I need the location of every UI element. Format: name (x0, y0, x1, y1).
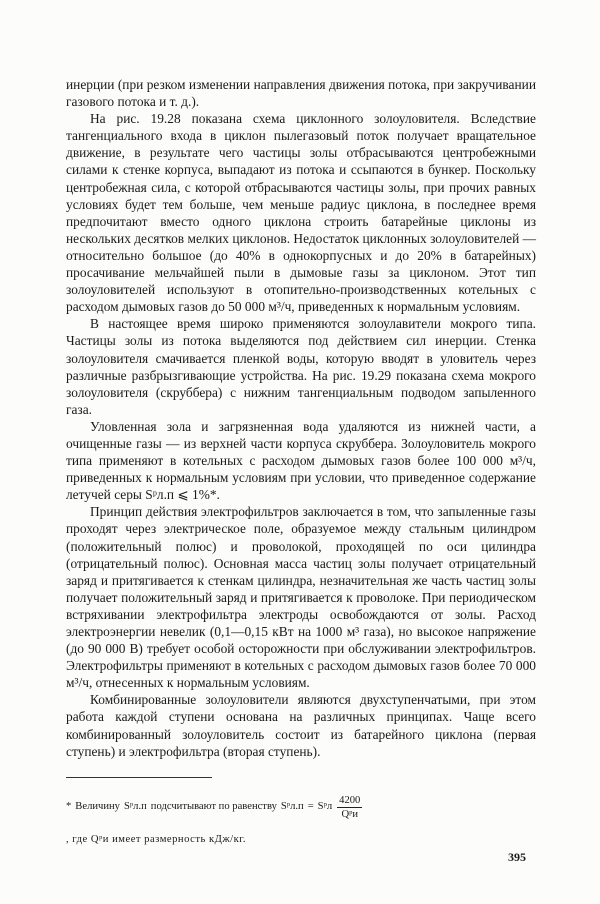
formula-rhs: Sᵖл (317, 801, 333, 812)
footnote-formula-line (66, 785, 536, 829)
fraction-numerator: 4200 (339, 794, 361, 806)
paragraph-5: Принцип действия электрофильтров заключается в том, что запыленные газы проходят через электрическое поле, образуемое между стальным цилиндром (положительный полюс) и проволокой, проходящей по оси цилиндра (отрицательный полюс). Основная масса частиц золы получает отрицательный заряд и притягивается к стенкам цилиндра, незначительная же часть частиц золы получает положительный заряд и притягивается к проволоке. При периодическом встряхивании электрофильтра электроды освобождаются от золы. Расход электроэнергии невелик (0,1—0,15 кВт на 1000 м³ газа), но высокое напряжение (до 90 000 В) требует особой осторожности при обслуживании электрофильтров. Электрофильтры применяют в котельных с расходом дымовых газов более 70 000 м³/ч, отнесенных к нормальным условиям. (66, 504, 536, 691)
paragraph-2: На рис. 19.28 показана схема циклонного золоуловителя. Вследствие тангенциального входа в циклон пылегазовый поток получает вращательное движение, в результате чего частицы золы отбрасываются центробежными силами к стенке корпуса, выпадают из потока и ссыпаются в бункер. Поскольку центробежная сила, с которой отбрасываются частицы золы, при прочих равных условиях будет тем больше, чем меньше радиус циклона, в последнее время предпочитают вместо одного циклона строить батарейные циклоны из нескольких десятков мелких циклонов. Недостаток циклонных золоуловителей — относительно большое (до 40% в однокорпусных и до 20% в батарейных) просачивание мельчайшей пыли в дымовые газы за циклоном. Этот тип золоуловителей используют в отопительно-производственных котельных с расходом дымовых газов до 50 000 м³/ч, приведенных к нормальным условиям. (66, 111, 536, 315)
fraction-denominator: Qᵖи (341, 808, 359, 820)
footnote-verb: подсчитывают по равенству (150, 801, 277, 812)
paragraph-3: В настоящее время широко применяются золоулавители мокрого типа. Частицы золы из потока выделяются под действием сил инерции. Стенка золоуловителя смачивается пленкой воды, которую вводят в уловитель через различные разбрызгивающие устройства. На рис. 19.29 показана схема мокрого золоуловителя (скруббера) с нижним тангенциальным подводом запыленного газа. (66, 316, 536, 417)
footnote-symbol: Sᵖл.п (123, 801, 147, 812)
paragraph-4: Уловленная зола и загрязненная вода удаляются из нижней части, а очищенные газы — из верхней части корпуса скруббера. Золоуловитель мокрого типа применяют в котельных с расходом дымовых газов более 100 000 м³/ч, приведенных к нормальным условиям при условии, что приведенное содержание летучей серы Sᵖл.п ⩽ 1%*. (66, 418, 536, 503)
footnote-marker: * (66, 801, 72, 812)
footnote-tail: , где Qᵖи имеет размерность кДж/кг. (66, 834, 247, 845)
footnote (66, 785, 536, 847)
footnote-lead: Величину (75, 801, 120, 812)
formula-equals: = (307, 801, 314, 812)
main-text (66, 76, 536, 760)
page-number: 395 (508, 850, 526, 864)
formula-lhs: Sᵖл.п (280, 801, 304, 812)
paragraph-6: Комбинированные золоуловители являются двухступенчатыми, при этом работа каждой ступени основана на различных принципах. Чаще всего комбинированный золоуловитель состоит из батарейного циклона (первая ступень) и электрофильтра (вторая ступень). (66, 692, 536, 759)
paragraph-1: инерции (при резком изменении направления движения потока, при закручивании газового потока и т. д.). (66, 77, 536, 110)
footnote-divider (66, 777, 212, 778)
formula-fraction (337, 794, 362, 821)
